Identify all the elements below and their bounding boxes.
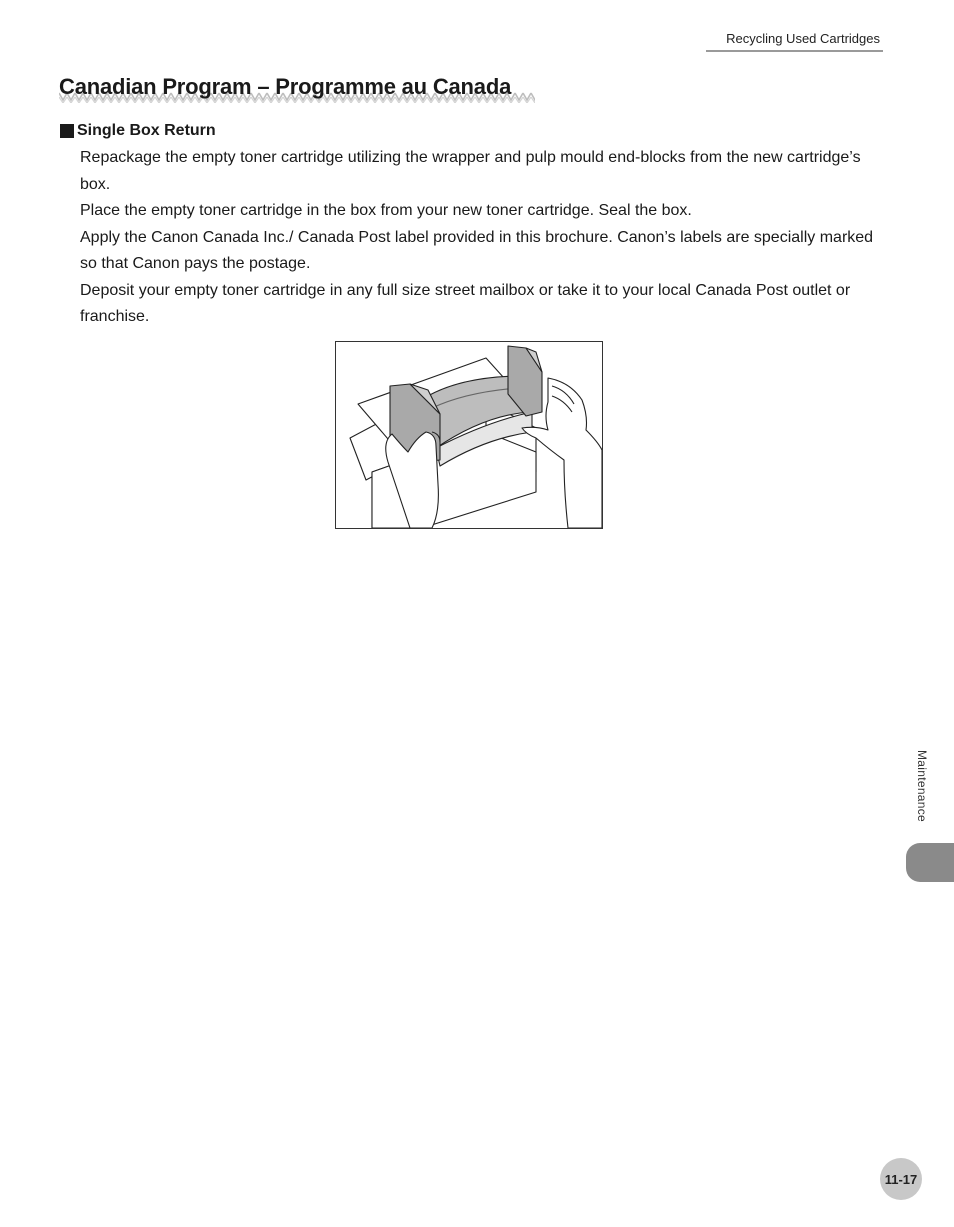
repackaging-illustration	[335, 341, 603, 529]
side-tab-label: Maintenance	[915, 750, 929, 823]
paragraph: Place the empty toner cartridge in the box from your new toner cartridge. Seal the box.	[80, 202, 692, 219]
square-bullet-icon	[60, 124, 74, 138]
subsection-heading	[60, 122, 216, 140]
subsection-title: Single Box Return	[77, 122, 216, 139]
paragraph: Apply the Canon Canada Inc./ Canada Post label provided in this brochure. Canon’s labels are specially marked so that Canon pays the postage.	[80, 228, 874, 272]
page-number: 11-17	[884, 1171, 918, 1187]
running-header: Recycling Used Cartridges	[726, 31, 880, 46]
body-text	[80, 145, 880, 331]
paragraph: Repackage the empty toner cartridge utilizing the wrapper and pulp mould end-blocks from the new cartridge’s box.	[80, 149, 861, 193]
paragraph: Deposit your empty toner cartridge in any full size street mailbox or take it to your local Canada Post outlet or franchise.	[80, 281, 851, 325]
page-heading: Canadian Program – Programme au Canada	[59, 74, 512, 99]
chapter-tab	[906, 843, 954, 882]
header-rule	[706, 50, 883, 52]
cartridge-box-illustration	[336, 342, 602, 528]
heading-block	[59, 72, 511, 102]
page-number-badge	[880, 1158, 922, 1200]
